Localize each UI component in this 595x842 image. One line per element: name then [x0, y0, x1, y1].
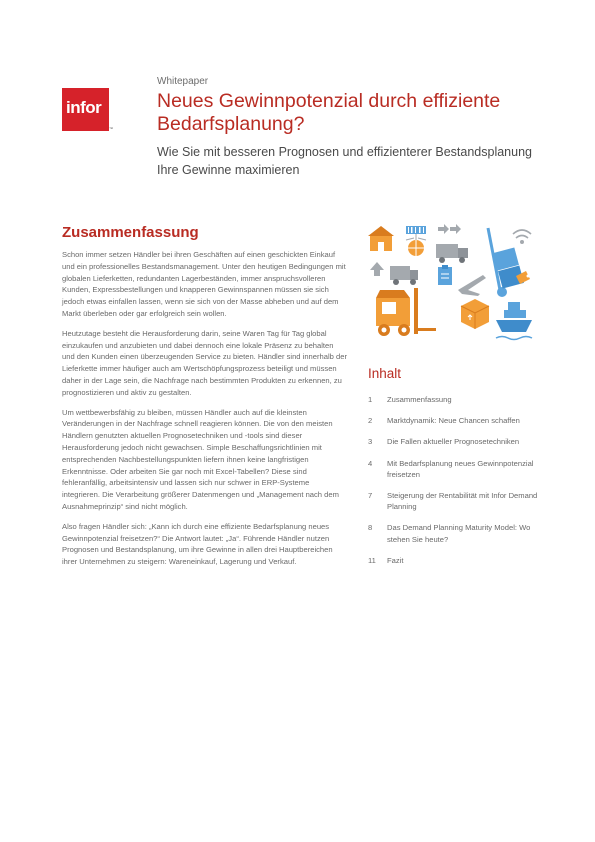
- hand-truck-icon: [488, 228, 524, 297]
- toc-list: [368, 394, 538, 566]
- summary-paragraph: Um wettbewerbsfähig zu bleiben, müssen Händler auch auf die kleinsten Veränderungen in der Nachfrage schnell reagieren können. Die von den meisten Händlern genutzten aktuellen Prognosetechniken und -tools sind dieser Herausforderung jedoch nicht gewachsen. Simple Beschaffungsrichtlinien mit entsprechenden Nachbestellungspunkten liefern ihnen keine langfristigen Erkenntnisse. Oder arbeiten Sie gar noch mit Excel-Tabellen? Diese sind fehleranfällig, arbeitsintensiv und lassen sich nur schwer in ERP-Systeme integrieren. Die Verarbeitung größerer Datenmengen und „Management nach dem Ausnahmeprinzip“ sind nicht möglich.: [62, 407, 339, 511]
- ship-icon: [496, 302, 532, 340]
- truck-icon: [436, 244, 468, 263]
- toc-heading: Inhalt: [368, 366, 402, 381]
- globe-icon: [406, 238, 426, 256]
- logo-wordmark: infor: [66, 98, 102, 117]
- toc-page-number: 1: [368, 395, 373, 404]
- toc-entry-label: Mit Bedarfsplanung neues Gewinnpotenzial freisetzen: [387, 458, 534, 479]
- wifi-icon: [513, 230, 531, 243]
- delivery-truck-icon: [390, 266, 418, 285]
- forklift-icon: [376, 288, 436, 336]
- toc-entry-label: Das Demand Planning Maturity Model: Wo stehen Sie heute?: [387, 523, 531, 544]
- logistics-illustration: [358, 220, 538, 360]
- toc-entry[interactable]: [368, 555, 538, 566]
- toc-page-number: 7: [368, 491, 373, 501]
- arrows-icon: [438, 224, 461, 234]
- toc-entry[interactable]: [368, 522, 538, 544]
- toc-page-number: 8: [368, 523, 373, 533]
- toc-entry[interactable]: [368, 458, 538, 480]
- toc-page-number: 3: [368, 437, 373, 447]
- barcode-icon: [406, 226, 426, 240]
- summary-paragraph: Heutzutage besteht die Herausforderung darin, seine Waren Tag für Tag global einzukaufen und anzubieten und dabei dennoch eine lokale Präsenz zu behalten und den Kunden einen überzeugenden Service zu bieten. Händler sind innerhalb der Lieferkette immer häufiger auch am Wertschöpfungsprozess beteiligt und müssen daher in der Lage sein, die Nachfrage nach bestimmten Produkten zu erkennen, zu prognostizieren und aktiv zu gestalten.: [62, 328, 347, 397]
- toc-entry-label: Die Fallen aktueller Prognosetechniken: [387, 437, 520, 447]
- toc-page-number: 11: [368, 555, 376, 565]
- summary-body: [62, 249, 348, 576]
- summary-heading: Zusammenfassung: [62, 224, 199, 241]
- airplane-icon: [458, 275, 486, 296]
- toc-entry[interactable]: [368, 394, 538, 405]
- toc-entry[interactable]: [368, 436, 538, 447]
- table-of-contents: [368, 366, 538, 576]
- toc-entry[interactable]: [368, 415, 538, 426]
- warehouse-icon: [368, 226, 394, 251]
- clipboard-icon: [438, 265, 452, 285]
- toc-entry-label: Steigerung der Rentabilität mit Infor Demand Planning: [387, 491, 538, 512]
- page-subtitle: Wie Sie mit besseren Prognosen und effizienterer Bestandsplanung Ihre Gewinne maximieren: [157, 145, 532, 177]
- parcel-box-icon: [461, 299, 489, 329]
- summary-paragraph: Schon immer setzen Händler bei ihren Geschäften auf einen geschickten Einkauf und ein professionelles Bestandsmanagement. Unter den heutigen Bedingungen mit globalen Lieferketten, redundanten Lagerbeständen, immer anspruchsvolleren Kunden, Expressbestellungen und knapperen Gewinnspannen müssen sie sich jedoch etwas einfallen lassen, wenn sie sich von der Masse abheben und auf dem Markt überleben oder gar erfolgreich sein wollen.: [62, 250, 346, 318]
- toc-page-number: 2: [368, 416, 373, 426]
- toc-entry[interactable]: [368, 490, 538, 512]
- toc-entry-label: Marktdynamik: Neue Chancen schaffen: [387, 416, 520, 426]
- infor-logo: [62, 88, 109, 131]
- toc-entry-label: Zusammenfassung: [387, 395, 452, 404]
- logo-trademark: ™: [109, 126, 113, 131]
- toc-entry-label: Fazit: [387, 555, 404, 565]
- document-type: Whitepaper: [157, 76, 209, 87]
- upload-arrow-icon: [370, 262, 384, 276]
- summary-paragraph: Also fragen Händler sich: „Kann ich durch eine effiziente Bedarfsplanung neues Gewinnpotenzial freisetzen?“ Die Antwort lautet: „Ja“. Führende Händler nutzen Prognosen und Bestandsplanung, um ihre Gewinne in allen drei Hauptbereichen ihrer Unternehmen zu steigern: Wareneinkauf, Lagerung und Verkauf.: [62, 521, 333, 567]
- toc-page-number: 4: [368, 458, 373, 468]
- page-title: Neues Gewinnpotenzial durch effiziente Bedarfsplanung?: [157, 90, 501, 135]
